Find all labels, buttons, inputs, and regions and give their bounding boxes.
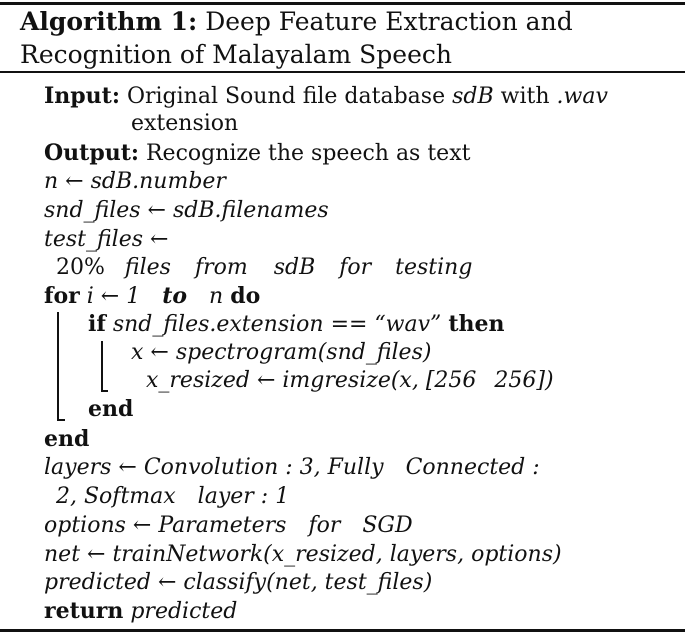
options-line bbox=[44, 512, 413, 540]
line-test-files-cont bbox=[56, 254, 472, 282]
input-text-b: with bbox=[493, 84, 557, 109]
end-for: end bbox=[44, 426, 90, 452]
algorithm-title-part2: Recognition of Malayalam Speech bbox=[20, 40, 452, 69]
input-ext: .wav bbox=[556, 84, 608, 109]
caption-rule bbox=[0, 71, 685, 73]
for-line bbox=[44, 282, 260, 311]
return-line bbox=[44, 597, 237, 626]
output-text: Recognize the speech as text bbox=[145, 141, 471, 166]
predicted-line: predicted ← classify(net, test_files) bbox=[44, 570, 433, 595]
if-condition: snd_files.extension == “wav” bbox=[112, 312, 442, 337]
for-block-bar bbox=[57, 312, 59, 420]
return-keyword: return bbox=[44, 598, 124, 624]
output-line bbox=[44, 139, 470, 168]
options-b: for bbox=[308, 513, 341, 538]
word-for: for bbox=[339, 255, 372, 280]
if-line bbox=[88, 310, 504, 339]
input-text-c: extension bbox=[131, 111, 239, 136]
return-value: predicted bbox=[130, 599, 238, 624]
layers-b: Connected : bbox=[405, 455, 540, 480]
line-n: n ← sdB.number bbox=[44, 169, 226, 194]
input-label: Input: bbox=[44, 83, 120, 109]
line-imgresize bbox=[146, 367, 554, 395]
end-if: end bbox=[88, 396, 134, 422]
line-spectrogram: x ← spectrogram(snd_files) bbox=[131, 340, 432, 365]
word-testing: testing bbox=[395, 255, 473, 280]
imgresize-b: 256]) bbox=[494, 368, 554, 393]
algorithm-title-part1: Deep Feature Extraction and bbox=[205, 7, 573, 36]
layers-c: 2, Softmax bbox=[56, 484, 176, 509]
for-keyword: for bbox=[44, 283, 80, 309]
bottom-rule bbox=[0, 629, 685, 632]
layers-line-cont bbox=[56, 483, 289, 511]
net-line: net ← trainNetwork(x_resized, layers, options) bbox=[44, 542, 562, 567]
imgresize-a: x_resized ← imgresize(x, [256 bbox=[146, 368, 477, 393]
input-text-a: Original Sound file database bbox=[126, 84, 453, 109]
input-line bbox=[44, 82, 608, 111]
then-keyword: then bbox=[448, 311, 505, 337]
word-from: from bbox=[194, 255, 248, 280]
word-sdb: sdB bbox=[273, 255, 316, 280]
layers-a: layers ← Convolution : 3, Fully bbox=[44, 455, 384, 480]
layers-d: layer : 1 bbox=[197, 484, 290, 509]
do-keyword: do bbox=[230, 283, 261, 309]
if-block-tick bbox=[101, 390, 108, 392]
line-test-files: test_files ← bbox=[44, 227, 169, 252]
to-keyword: to bbox=[162, 283, 188, 309]
for-block-tick bbox=[57, 419, 65, 421]
algorithm-caption-line1 bbox=[20, 6, 573, 38]
options-c: SGD bbox=[362, 513, 413, 538]
layers-line bbox=[44, 454, 540, 482]
input-line-cont bbox=[131, 110, 238, 138]
if-block-bar bbox=[101, 341, 103, 391]
percent-20: 20% bbox=[56, 255, 105, 280]
for-n: n bbox=[209, 284, 224, 309]
output-label: Output: bbox=[44, 140, 139, 166]
top-rule bbox=[0, 2, 685, 5]
word-files: files bbox=[124, 255, 171, 280]
options-a: options ← Parameters bbox=[44, 513, 287, 538]
for-var: i ← 1 bbox=[86, 284, 141, 309]
algorithm-caption-line2 bbox=[20, 39, 452, 71]
algorithm-label: Algorithm 1: bbox=[20, 7, 198, 36]
input-var: sdB bbox=[452, 84, 494, 109]
if-keyword: if bbox=[88, 311, 106, 337]
line-snd-files: snd_files ← sdB.filenames bbox=[44, 198, 329, 223]
